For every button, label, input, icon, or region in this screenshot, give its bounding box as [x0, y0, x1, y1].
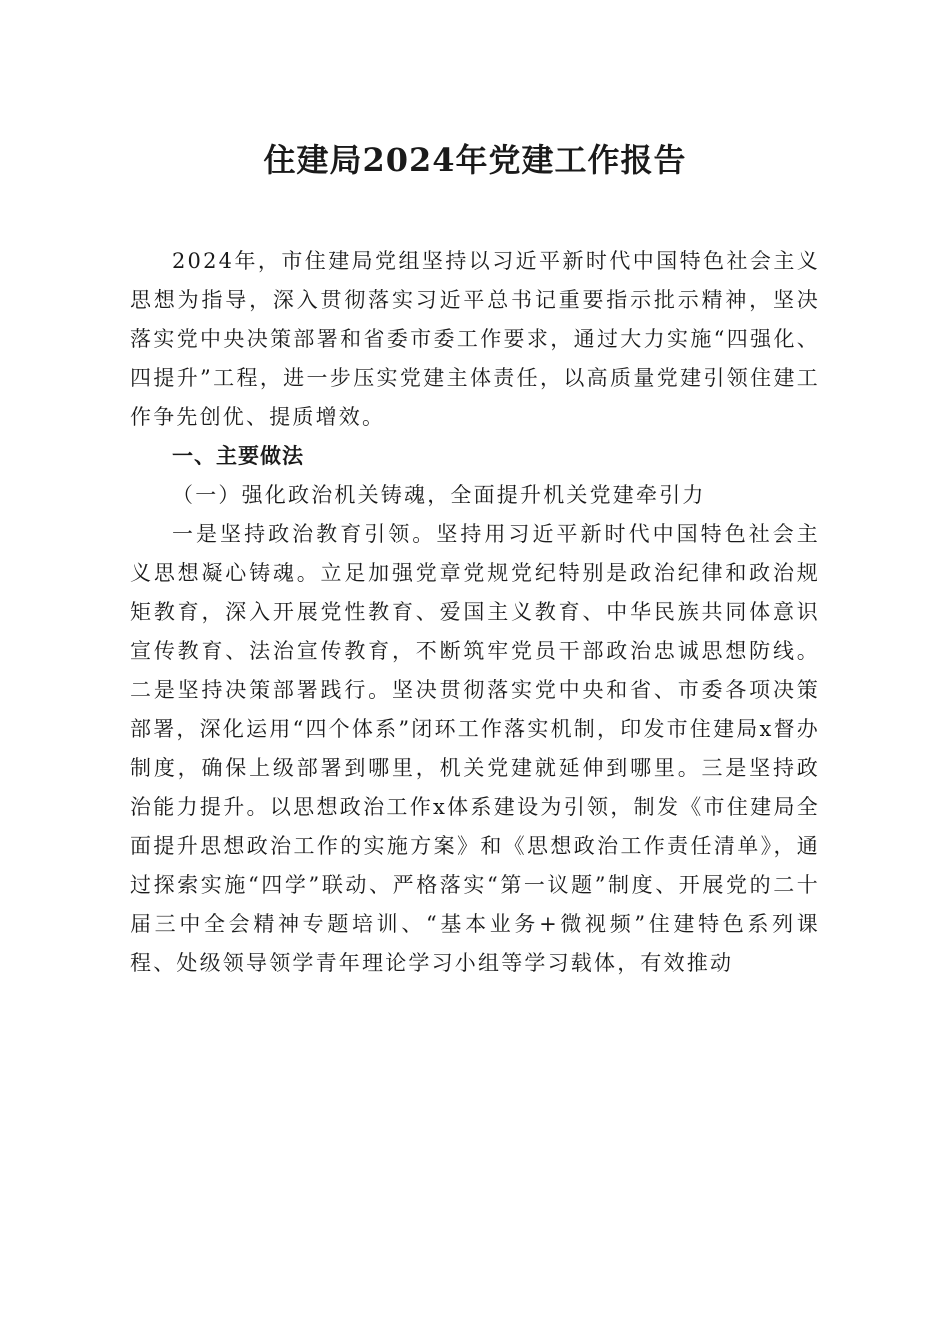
intro-paragraph: 2024年，市住建局党组坚持以习近平新时代中国特色社会主义思想为指导，深入贯彻落实习近平总书记重要指示批示精神，坚决落实党中央决策部署和省委市委工作要求，通过大力实施“四强化、四提升”工程，进一步压实党建主体责任，以高质量党建引领住建工作争先创优、提质增效。 [130, 249, 820, 429]
subsection-heading-political-organ: （一）强化政治机关铸魂，全面提升机关党建牵引力 [172, 483, 706, 507]
document-page [130, 130, 820, 983]
paragraph-lead-phrase: 一是坚持政治教育引领。 [172, 522, 437, 546]
body-paragraph [130, 515, 820, 983]
paragraph-body-text: 坚持用习近平新时代中国特色社会主义思想凝心铸魂。立足加强党章党规党纪特别是政治纪律和政治规矩教育，深入开展党性教育、爱国主义教育、中华民族共同体意识宣传教育、法治宣传教育，不断筑牢党员干部政治忠诚思想防线。二是坚持决策部署践行。坚决贯彻落实党中央和省、市委各项决策部署，深化运用“四个体系”闭环工作落实机制，印发市住建局x督办制度，确保上级部署到哪里，机关党建就延伸到哪里。三是坚持政治能力提升。以思想政治工作x体系建设为引领，制发《市住建局全面提升思想政治工作的实施方案》和《思想政治工作责任清单》，通过探索实施“四学”联动、严格落实“第一议题”制度、开展党的二十届三中全会精神专题培训、“基本业务+微视频”住建特色系列课程、处级领导领学青年理论学习小组等学习载体，有效推动 [130, 522, 821, 975]
document-title: 住建局2024年党建工作报告 [263, 141, 687, 179]
section-heading-main-practices: 一、主要做法 [172, 444, 304, 468]
